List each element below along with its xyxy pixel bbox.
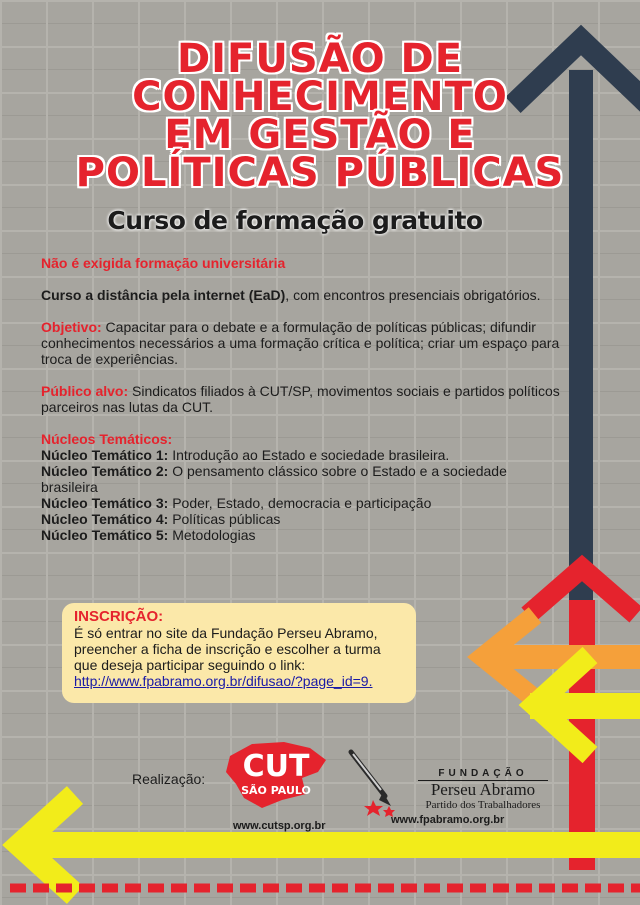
ead-label: Curso a distância pela internet (EaD) <box>41 287 286 303</box>
fpa-url[interactable]: www.fpabramo.org.br <box>391 814 505 826</box>
fpa-line-2: Perseu Abramo <box>430 780 536 799</box>
no-degree-note: Não é exigida formação universitária <box>41 255 286 271</box>
objective-text: Capacitar para o debate e a formulação de políticas públicas; difundir conhecimentos necessários a uma formação crítica e política; criar um espaço para troca de experiências. <box>41 319 560 367</box>
nucleo-text: Introdução ao Estado e sociedade brasileira. <box>168 447 450 463</box>
nucleo-label: Núcleo Temático 4: <box>41 511 169 527</box>
cut-logo-subtext: SÃO PAULO <box>241 784 311 797</box>
audience-text: Sindicatos filiados à CUT/SP, movimentos sociais e partidos políticos parceiros nas lutas da CUT. <box>41 383 560 415</box>
ead-paragraph <box>41 287 561 303</box>
nucleo-text: Políticas públicas <box>168 511 281 527</box>
nucleo-item <box>41 463 561 495</box>
objective-paragraph <box>41 319 561 367</box>
ead-text: , com encontros presenciais obrigatórios. <box>285 287 541 303</box>
nucleo-label: Núcleo Temático 2: <box>41 463 169 479</box>
yellow-arrow-shaft-bottom <box>30 832 640 858</box>
registration-text: É só entrar no site da Fundação Perseu Abramo, preencher a ficha de inscrição e escolher a turma que deseja participar seguindo o link: <box>74 625 381 673</box>
poster-title <box>0 36 640 196</box>
nucleo-item <box>41 527 561 543</box>
registration-link[interactable]: http://www.fpabramo.org.br/difusao/?page_id=9. <box>74 673 373 689</box>
title-line-2: CONHECIMENTO <box>132 74 508 120</box>
nucleos-heading: Núcleos Temáticos: <box>41 431 173 447</box>
fpa-pen-icon <box>345 748 405 818</box>
nucleo-label: Núcleo Temático 1: <box>41 447 169 463</box>
registration-heading: INSCRIÇÃO: <box>74 608 164 625</box>
objective-label: Objetivo: <box>41 319 102 335</box>
title-line-4: POLÍTICAS PÚBLICAS <box>75 150 565 196</box>
audience-paragraph <box>41 383 561 415</box>
cut-logo-text: CUT <box>242 749 310 784</box>
nucleo-text: Poder, Estado, democracia e participação <box>168 495 432 511</box>
audience-label: Público alvo: <box>41 383 129 399</box>
nucleo-label: Núcleo Temático 5: <box>41 527 169 543</box>
nucleo-item <box>41 495 561 511</box>
nucleo-label: Núcleo Temático 3: <box>41 495 169 511</box>
realization-label: Realização: <box>132 771 206 787</box>
fpa-line-3: Partido dos Trabalhadores <box>425 799 541 811</box>
course-description <box>41 255 561 543</box>
title-line-1: DIFUSÃO DE <box>176 36 464 82</box>
cut-url[interactable]: www.cutsp.org.br <box>233 820 326 832</box>
fpa-logo <box>418 768 548 811</box>
cut-sp-logo <box>222 738 332 818</box>
nucleo-item <box>41 447 561 463</box>
fpa-line-1: FUNDAÇÃO <box>418 768 548 781</box>
nucleo-text: O pensamento clássico sobre o Estado e a sociedade brasileira <box>41 463 507 495</box>
subtitle: Curso de formação gratuito <box>107 206 483 235</box>
nucleo-item <box>41 511 561 527</box>
nucleo-text: Metodologias <box>168 527 256 543</box>
registration-box <box>62 603 416 703</box>
title-line-3: EM GESTÃO E <box>164 112 476 158</box>
